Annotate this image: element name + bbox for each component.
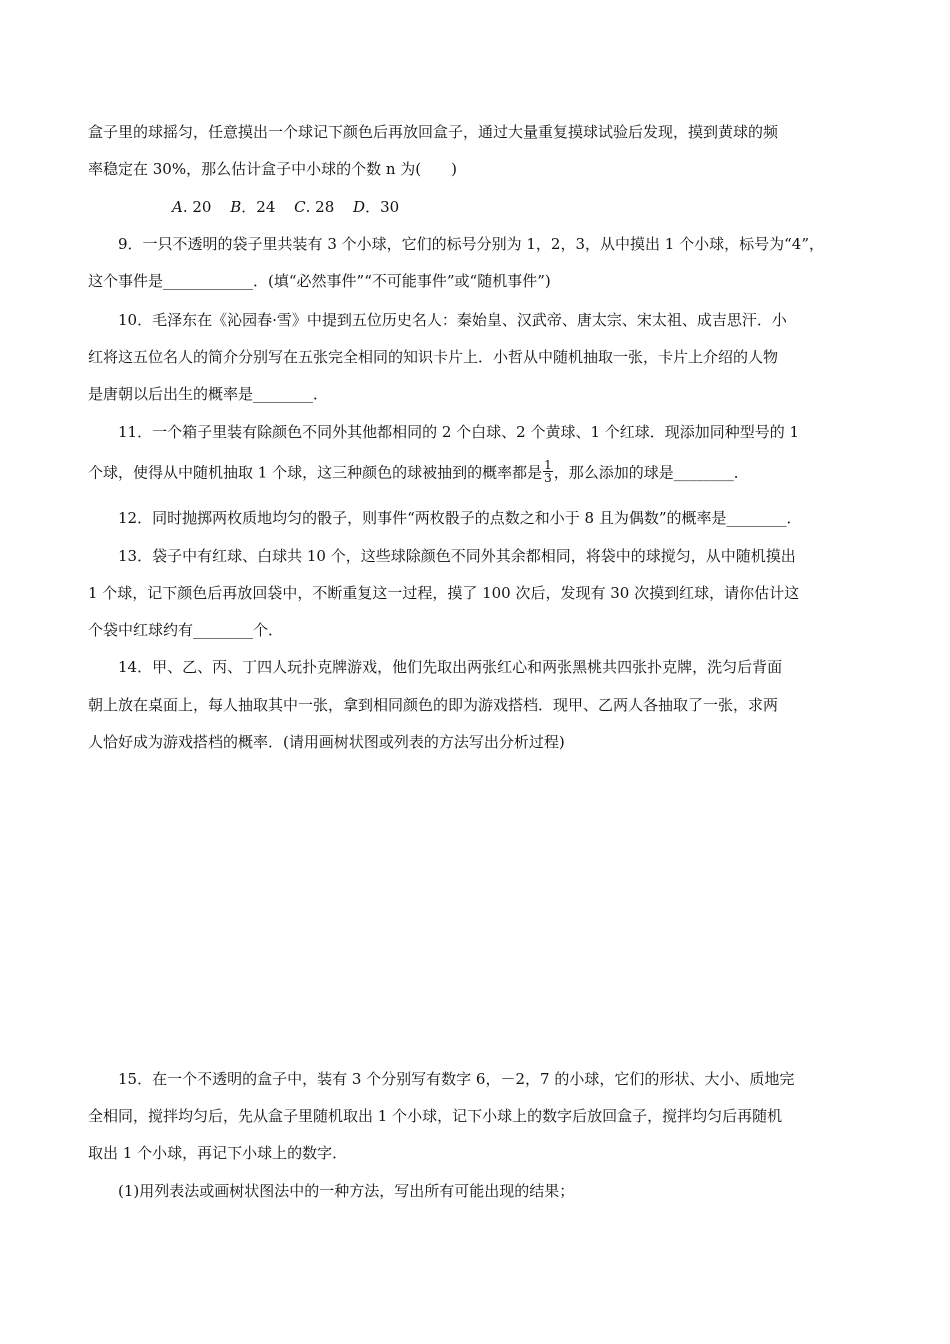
q10-line-1: 10．毛泽东在《沁园春·雪》中提到五位历史名人：秦始皇、汉武帝、唐太宗、宋太祖、成吉思汗．小 bbox=[118, 311, 787, 329]
q8-option-a: A. 20 bbox=[172, 198, 212, 216]
q8-line-2: 率稳定在 30%，那么估计盒子中小球的个数 n 为( ) bbox=[88, 160, 458, 178]
q14-line-1: 14．甲、乙、丙、丁四人玩扑克牌游戏，他们先取出两张红心和两张黑桃共四张扑克牌，洗匀后背面 bbox=[118, 658, 783, 676]
q8-option-c: C. 28 bbox=[294, 198, 335, 216]
q8-line-1: 盒子里的球摇匀，任意摸出一个球记下颜色后再放回盒子，通过大量重复摸球试验后发现，摸到黄球的频 bbox=[88, 123, 779, 141]
q8-option-b: B．24 bbox=[230, 198, 276, 216]
q15-line-3: 取出 1 个小球，再记下小球上的数字． bbox=[88, 1144, 348, 1162]
q11-line-2-text-before: 个球，使得从中随机抽取 1 个球，这三种颜色的球被抽到的概率都是 bbox=[88, 463, 543, 482]
q10-line-2: 红将这五位名人的简介分别写在五张完全相同的知识卡片上．小哲从中随机抽取一张，卡片上介绍的人物 bbox=[88, 348, 779, 366]
q10-line-3: 是唐朝以后出生的概率是________． bbox=[88, 385, 329, 403]
q15-sub-question-1: (1)用列表法或画树状图法中的一种方法，写出所有可能出现的结果； bbox=[118, 1182, 575, 1200]
q13-line-1: 13．袋子中有红球、白球共 10 个，这些球除颜色不同外其余都相同，将袋中的球搅匀，从中随机摸出 bbox=[118, 547, 796, 565]
q14-line-3: 人恰好成为游戏搭档的概率．(请用画树状图或列表的方法写出分析过程) bbox=[88, 733, 565, 751]
q9-line-1: 9．一只不透明的袋子里共装有 3 个小球，它们的标号分别为 1，2，3，从中摸出 1 个小球，标号为“4”， bbox=[118, 235, 824, 253]
q11-fraction bbox=[543, 459, 553, 484]
q13-line-3: 个袋中红球约有________个． bbox=[88, 621, 284, 639]
q15-line-2: 全相同，搅拌均匀后，先从盒子里随机取出 1 个小球，记下小球上的数字后放回盒子，搅拌均匀后再随机 bbox=[88, 1107, 783, 1125]
q13-line-2: 1 个球，记下颜色后再放回袋中，不断重复这一过程，摸了 100 次后，发现有 30 次摸到红球，请你估计这 bbox=[88, 584, 800, 602]
q8-option-d: D．30 bbox=[353, 198, 400, 216]
q11-line-2-text-after: ，那么添加的球是________． bbox=[553, 463, 749, 482]
q14-line-2: 朝上放在桌面上，每人抽取其中一张，拿到相同颜色的即为游戏搭档．现甲、乙两人各抽取了一张，求两 bbox=[88, 696, 779, 714]
q8-options bbox=[172, 196, 948, 218]
q11-line-2 bbox=[88, 458, 864, 486]
q9-line-2: 这个事件是____________．(填“必然事件”“不可能事件”或“随机事件”) bbox=[88, 272, 551, 290]
q15-line-1: 15．在一个不透明的盒子中，装有 3 个分别写有数字 6，－2，7 的小球，它们的形状、大小、质地完 bbox=[118, 1070, 795, 1088]
q11-fraction-denominator: 3 bbox=[544, 471, 552, 485]
q11-fraction-numerator: 1 bbox=[544, 458, 552, 472]
q11-line-1: 11．一个箱子里装有除颜色不同外其他都相同的 2 个白球、2 个黄球、1 个红球．现添加同种型号的 1 bbox=[118, 423, 800, 441]
q12-line-1: 12．同时抛掷两枚质地均匀的骰子，则事件“两枚骰子的点数之和小于 8 且为偶数”的概率是________． bbox=[118, 509, 802, 527]
